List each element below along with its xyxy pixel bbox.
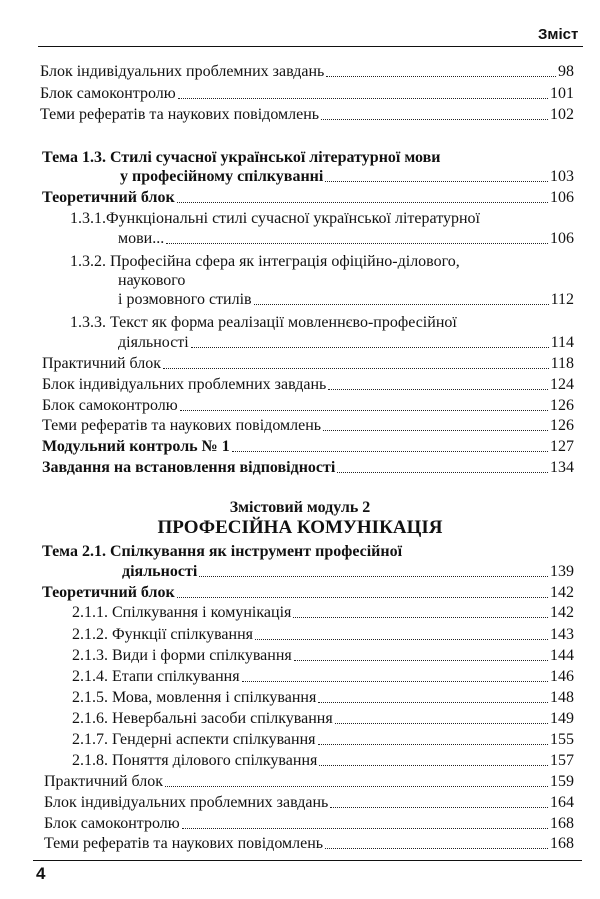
toc-entry-matching[interactable] (42, 458, 574, 477)
toc-entry-page: 101 (550, 85, 574, 102)
dot-leader (325, 848, 548, 849)
toc-entry-label: Теоретичний блок (42, 189, 175, 206)
dot-leader (177, 597, 548, 598)
toc-entry-page: 148 (550, 689, 574, 706)
toc-entry-label: 2.1.3. Види і форми спілкування (72, 647, 292, 664)
subsection-1-3-1-line1[interactable]: 1.3.1.Функціональні стилі сучасної української літературної (70, 210, 480, 227)
toc-entry-subsection[interactable] (72, 667, 574, 686)
toc-entry-page: 118 (550, 355, 574, 372)
page-number: 4 (36, 864, 46, 883)
dot-leader (255, 639, 548, 640)
dot-leader (323, 430, 548, 431)
topic-1-3-title-line2: у професійному спілкуванні (120, 168, 324, 185)
toc-entry-page: 144 (550, 647, 574, 664)
toc-entry-1-3-1[interactable] (118, 229, 574, 248)
dot-leader (335, 723, 548, 724)
toc-entry-module-control[interactable] (42, 437, 574, 456)
dot-leader (232, 451, 548, 452)
toc-entry-page: 146 (550, 668, 574, 685)
dot-leader (191, 347, 549, 348)
dot-leader (165, 786, 548, 787)
dot-leader (318, 702, 548, 703)
toc-entry-subsection[interactable] (72, 625, 574, 644)
toc-entry[interactable] (44, 834, 574, 853)
toc-entry-page: 143 (550, 626, 574, 643)
toc-entry[interactable] (40, 105, 574, 124)
dot-leader (330, 807, 548, 808)
toc-entry-subsection[interactable] (72, 688, 574, 707)
toc-entry-page: 106 (550, 189, 574, 206)
toc-entry-label: 2.1.4. Етапи спілкування (72, 668, 240, 685)
dot-leader (180, 410, 548, 411)
toc-entry-page: 114 (550, 334, 574, 351)
toc-entry-page: 103 (550, 168, 574, 185)
toc-entry-subsection[interactable] (72, 603, 574, 622)
toc-entry-label: 2.1.2. Функції спілкування (72, 626, 253, 643)
toc-entry-page: 127 (550, 438, 574, 455)
toc-entry-1-3-2[interactable] (118, 290, 574, 309)
toc-entry-page: 155 (550, 731, 574, 748)
dot-leader (319, 765, 548, 766)
toc-entry[interactable] (42, 416, 574, 435)
dot-leader (163, 368, 549, 369)
toc-entry[interactable] (44, 793, 574, 812)
dot-leader (293, 617, 548, 618)
module-2-title: ПРОФЕСІЙНА КОМУНІКАЦІЯ (157, 517, 443, 538)
toc-entry-page: 102 (550, 106, 574, 123)
toc-entry[interactable] (44, 814, 574, 833)
toc-entry-page: 112 (550, 291, 574, 308)
toc-entry-label: Блок індивідуальних проблемних завдань (44, 794, 329, 811)
toc-entry-page: 126 (550, 417, 574, 434)
toc-entry-theory-1[interactable] (42, 188, 574, 207)
toc-entry-page: 134 (550, 459, 574, 476)
toc-entry-subsection[interactable] (72, 709, 574, 728)
toc-entry-theory-2[interactable] (42, 583, 574, 602)
subsection-1-3-3-line2: діяльності (118, 334, 189, 351)
toc-entry-page: 106 (550, 230, 574, 247)
subsection-1-3-2-line2: наукового (118, 272, 186, 289)
dot-leader (294, 660, 548, 661)
toc-entry-subsection[interactable] (72, 730, 574, 749)
dot-leader (182, 828, 548, 829)
toc-entry[interactable] (40, 84, 574, 103)
dot-leader (254, 304, 549, 305)
footer-rule (33, 860, 582, 861)
dot-leader (326, 76, 556, 77)
toc-entry-label: 2.1.6. Невербальні засоби спілкування (72, 710, 333, 727)
toc-entry-label: Блок індивідуальних проблемних завдань (42, 376, 327, 393)
toc-entry-label: 2.1.1. Спілкування і комунікація (72, 604, 292, 621)
dot-leader (177, 202, 548, 203)
toc-entry-label: Теми рефератів та наукових повідомлень (42, 417, 322, 434)
toc-entry-label: 2.1.5. Мова, мовлення і спілкування (72, 689, 317, 706)
toc-entry-label: 2.1.7. Гендерні аспекти спілкування (72, 731, 316, 748)
toc-entry-label: Блок індивідуальних проблемних завдань (40, 63, 325, 80)
toc-entry-topic-1-3[interactable] (120, 167, 574, 186)
topic-2-1-title-line2: діяльності (122, 563, 198, 580)
running-header: Зміст (538, 26, 579, 43)
module-2-subtitle: Змістовий модуль 2 (229, 499, 371, 516)
topic-1-3-title-line1[interactable]: Тема 1.3. Стилі сучасної української літературної мови (42, 149, 441, 166)
toc-entry-page: 124 (550, 376, 574, 393)
toc-entry-page: 98 (558, 63, 574, 80)
toc-entry-label: Практичний блок (44, 773, 164, 790)
dot-leader (199, 576, 548, 577)
toc-entry[interactable] (42, 375, 574, 394)
toc-entry-page: 142 (550, 604, 574, 621)
toc-entry-label: Блок самоконтролю (42, 397, 178, 414)
toc-entry-label: Блок самоконтролю (44, 815, 180, 832)
toc-entry[interactable] (42, 396, 574, 415)
toc-entry[interactable] (42, 354, 574, 373)
toc-entry-label: 2.1.8. Поняття ділового спілкування (72, 752, 318, 769)
toc-entry-subsection[interactable] (72, 751, 574, 770)
toc-entry-page: 168 (550, 815, 574, 832)
dot-leader (178, 98, 548, 99)
toc-entry-label: Теми рефератів та наукових повідомлень (44, 835, 324, 852)
toc-entry-page: 126 (550, 397, 574, 414)
toc-entry[interactable] (40, 62, 574, 81)
topic-2-1-title-line1[interactable]: Тема 2.1. Спілкування як інструмент професійної (42, 543, 403, 560)
toc-entry-topic-2-1[interactable] (122, 562, 574, 581)
subsection-1-3-1-line2: мови... (118, 230, 165, 247)
dot-leader (318, 744, 549, 745)
dot-leader (166, 243, 548, 244)
dot-leader (328, 389, 548, 390)
subsection-1-3-2-line3: і розмовного стилів (118, 291, 252, 308)
dot-leader (337, 472, 548, 473)
subsection-1-3-3-line1[interactable]: 1.3.3. Текст як форма реалізації мовленнєво-професійної (70, 314, 457, 331)
toc-entry-page: 164 (550, 794, 574, 811)
toc-entry-label: Модульний контроль № 1 (42, 438, 230, 455)
toc-entry-page: 142 (550, 584, 574, 601)
header-rule (38, 46, 583, 47)
toc-entry-label: Теоретичний блок (42, 584, 175, 601)
dot-leader (242, 681, 548, 682)
toc-entry-page: 159 (550, 773, 574, 790)
toc-entry-page: 168 (550, 835, 574, 852)
toc-entry-page: 139 (550, 563, 574, 580)
toc-entry-1-3-3[interactable] (118, 333, 574, 352)
toc-entry[interactable] (44, 772, 574, 791)
toc-entry-label: Завдання на встановлення відповідності (42, 459, 336, 476)
toc-entry-label: Блок самоконтролю (40, 85, 176, 102)
toc-entry-subsection[interactable] (72, 646, 574, 665)
toc-entry-label: Теми рефератів та наукових повідомлень (40, 106, 320, 123)
toc-entry-label: Практичний блок (42, 355, 162, 372)
toc-entry-page: 157 (550, 752, 574, 769)
dot-leader (325, 181, 548, 182)
subsection-1-3-2-line1[interactable]: 1.3.2. Професійна сфера як інтеграція офіційно-ділового, (70, 253, 460, 270)
dot-leader (321, 119, 548, 120)
toc-entry-page: 149 (550, 710, 574, 727)
